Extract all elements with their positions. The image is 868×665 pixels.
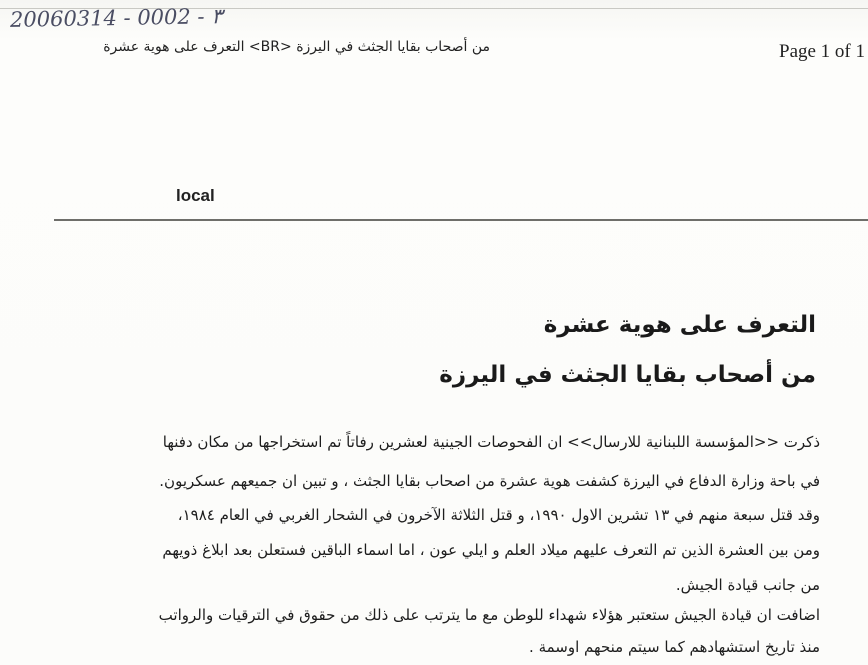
article-body-line: ذكرت <<المؤسسة اللبنانية للارسال>> ان الفحوصات الجينية لعشرين رفاتاً تم استخراجها من مكان دفنها	[162, 433, 820, 451]
article-body-line: من جانب قيادة الجيش.	[675, 576, 820, 594]
handwritten-reference-number: 20060314 - 0002 - ٣	[9, 4, 223, 32]
article-body-line: اضافت ان قيادة الجيش ستعتبر هؤلاء شهداء للوطن مع ما يترتب على ذلك من حقوق في الترقيات والرواتب	[158, 606, 820, 624]
article-headline-line-1: التعرف على هوية عشرة	[543, 312, 816, 338]
article-body-line: وقد قتل سبعة منهم في ١٣ تشرين الاول ١٩٩٠، و قتل الثلاثة الآخرون في الشحار الغربي في العام ١٩٨٤،	[177, 506, 820, 524]
article-body-line: منذ تاريخ استشهادهم كما سيتم منحهم اوسمة .	[529, 638, 820, 656]
section-divider	[54, 219, 868, 221]
article-body-line: في باحة وزارة الدفاع في اليرزة كشفت هوية عشرة من اصحاب بقايا الجثث ، و تبين ان جميعهم عسكريون.	[159, 472, 820, 490]
print-header-title: من أصحاب بقايا الجثث في اليرزة <BR> التعرف على هوية عشرة	[103, 39, 490, 55]
article-body-line: ومن بين العشرة الذين تم التعرف عليهم ميلاد العلم و ايلي عون ، اما اسماء الباقين فستعلن بعد ابلاغ ذويهم	[162, 541, 820, 559]
section-label: local	[176, 186, 215, 205]
article-headline-line-2: من أصحاب بقايا الجثث في اليرزة	[439, 362, 816, 388]
page-number: Page 1 of 1	[779, 41, 866, 62]
